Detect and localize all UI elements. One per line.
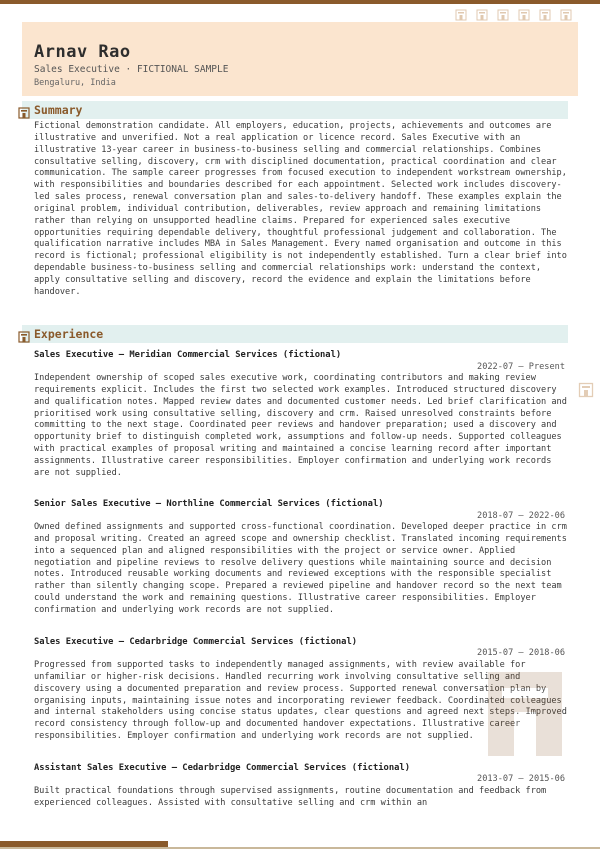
- building-icon: [455, 9, 467, 21]
- job-description: Progressed from supported tasks to independently managed assignments, with review available for unfamiliar or higher-risk decisions. Handled recurring work involving consultative selling and discovery using a documented preparation and review process. Supported renewal conversation plan by organising inputs, maintaining issue notes and incorporating reviewer feedback. Coordinated colleagues and internal stakeholders using concise status updates, clear questions and agreed next steps. Improved record consistency through follow-up and documented handover expectations. Illustrative career responsibilities. Employer confirmation and underlying work records are not supplied.: [34, 660, 567, 742]
- top-accent-rule: [0, 0, 600, 4]
- building-icon: [18, 104, 30, 116]
- building-icon: [476, 9, 488, 21]
- building-icon: [18, 328, 30, 340]
- job-title: Senior Sales Executive — Northline Commercial Services (fictional): [34, 499, 384, 509]
- resume-header: [22, 22, 578, 96]
- building-watermark-icon: [488, 672, 562, 756]
- job-dates: 2015-07 – 2018-06: [477, 648, 565, 658]
- summary-text: Fictional demonstration candidate. All employers, education, projects, achievements and outcomes are illustrative and unverified. Not a real application or licence record. Sales Executive with an illustrative 13-year career in business-to-business selling and commercial relationships. Combines consultative selling, discovery, crm with disciplined documentation, practical coordination and clear communication. The sample career progresses from focused execution to independent workstream ownership, with responsibilities and boundaries described for each appointment. Selected work includes discovery-led sales process, renewal conversation plan and sales-to-delivery handoff. These examples explain the original problem, individual contribution, deliverables, review approach and remaining limitations rather than relying on unsupported headline claims. Prepared for experienced sales executive opportunities requiring dependable delivery, thoughtful professional judgement and collaboration. The qualification narrative includes MBA in Sales Management. Every named organisation and outcome in this record is fictional; professional eligibility is not independently established. Turn a clear brief into dependable business-to-business selling and commercial relationships work: understand the context, apply consultative selling and discovery, record the evidence and explain the limitations before handover.: [34, 121, 567, 297]
- candidate-location: Bengaluru, India: [34, 78, 116, 88]
- job-title: Sales Executive — Cedarbridge Commercial Services (fictional): [34, 637, 358, 647]
- job-title: Sales Executive — Meridian Commercial Services (fictional): [34, 350, 342, 360]
- experience-title: Experience: [34, 327, 104, 341]
- candidate-role: Sales Executive · FICTIONAL SAMPLE: [34, 64, 229, 75]
- summary-section-header: [22, 101, 568, 119]
- job-title: Assistant Sales Executive — Cedarbridge Commercial Services (fictional): [34, 763, 411, 773]
- job-dates: 2022-07 – Present: [477, 362, 565, 372]
- job-description: Built practical foundations through supervised assignments, routine documentation and feedback from experienced colleagues. Assisted with consultative selling and crm within an: [34, 786, 547, 808]
- summary-title: Summary: [34, 103, 83, 117]
- building-icon: [539, 9, 551, 21]
- top-icon-row: [455, 9, 572, 21]
- experience-section-header: [22, 325, 568, 343]
- job-description: Owned defined assignments and supported cross-functional coordination. Developed deeper practice in crm and proposal writing. Created an agreed scope and ownership checklist. Translated incoming requirements into a sequenced plan and aligned responsibilities with the project or service owner. Applied negotiation and pipeline reviews to resolve delivery questions while maintaining source and decision notes. Introduced reusable working documents and reviewed exceptions with the responsible specialist rather than silently changing scope. Prepared a reviewed pipeline and handover record so the next team could understand the work and remaining questions. Illustrative career responsibilities. Employer confirmation and underlying work records are not supplied.: [34, 522, 567, 615]
- job-dates: 2018-07 – 2022-06: [477, 511, 565, 521]
- candidate-name: Arnav Rao: [34, 42, 131, 62]
- building-icon: [518, 9, 530, 21]
- job-description: Independent ownership of scoped sales executive work, coordinating contributors and making review requirements explicit. Includes the first two selected work examples. Introduced structured discovery and qualification notes. Mapped review dates and documented customer needs. Led brief clarification and prioritised work using consultative selling, discovery and crm. Raised unresolved constraints before committing to the next stage. Coordinated peer reviews and handover preparation; used a discovery and opportunity brief to distinguish completed work, assumptions and follow-up needs. Supported colleagues with practical examples of proposal writing and maintained a concise learning record after important assignments. Illustrative career responsibilities. Employer confirmation and underlying work records are not supplied.: [34, 373, 567, 478]
- building-icon: [560, 9, 572, 21]
- building-icon: [497, 9, 509, 21]
- building-icon: [578, 382, 594, 398]
- job-dates: 2013-07 – 2015-06: [477, 774, 565, 784]
